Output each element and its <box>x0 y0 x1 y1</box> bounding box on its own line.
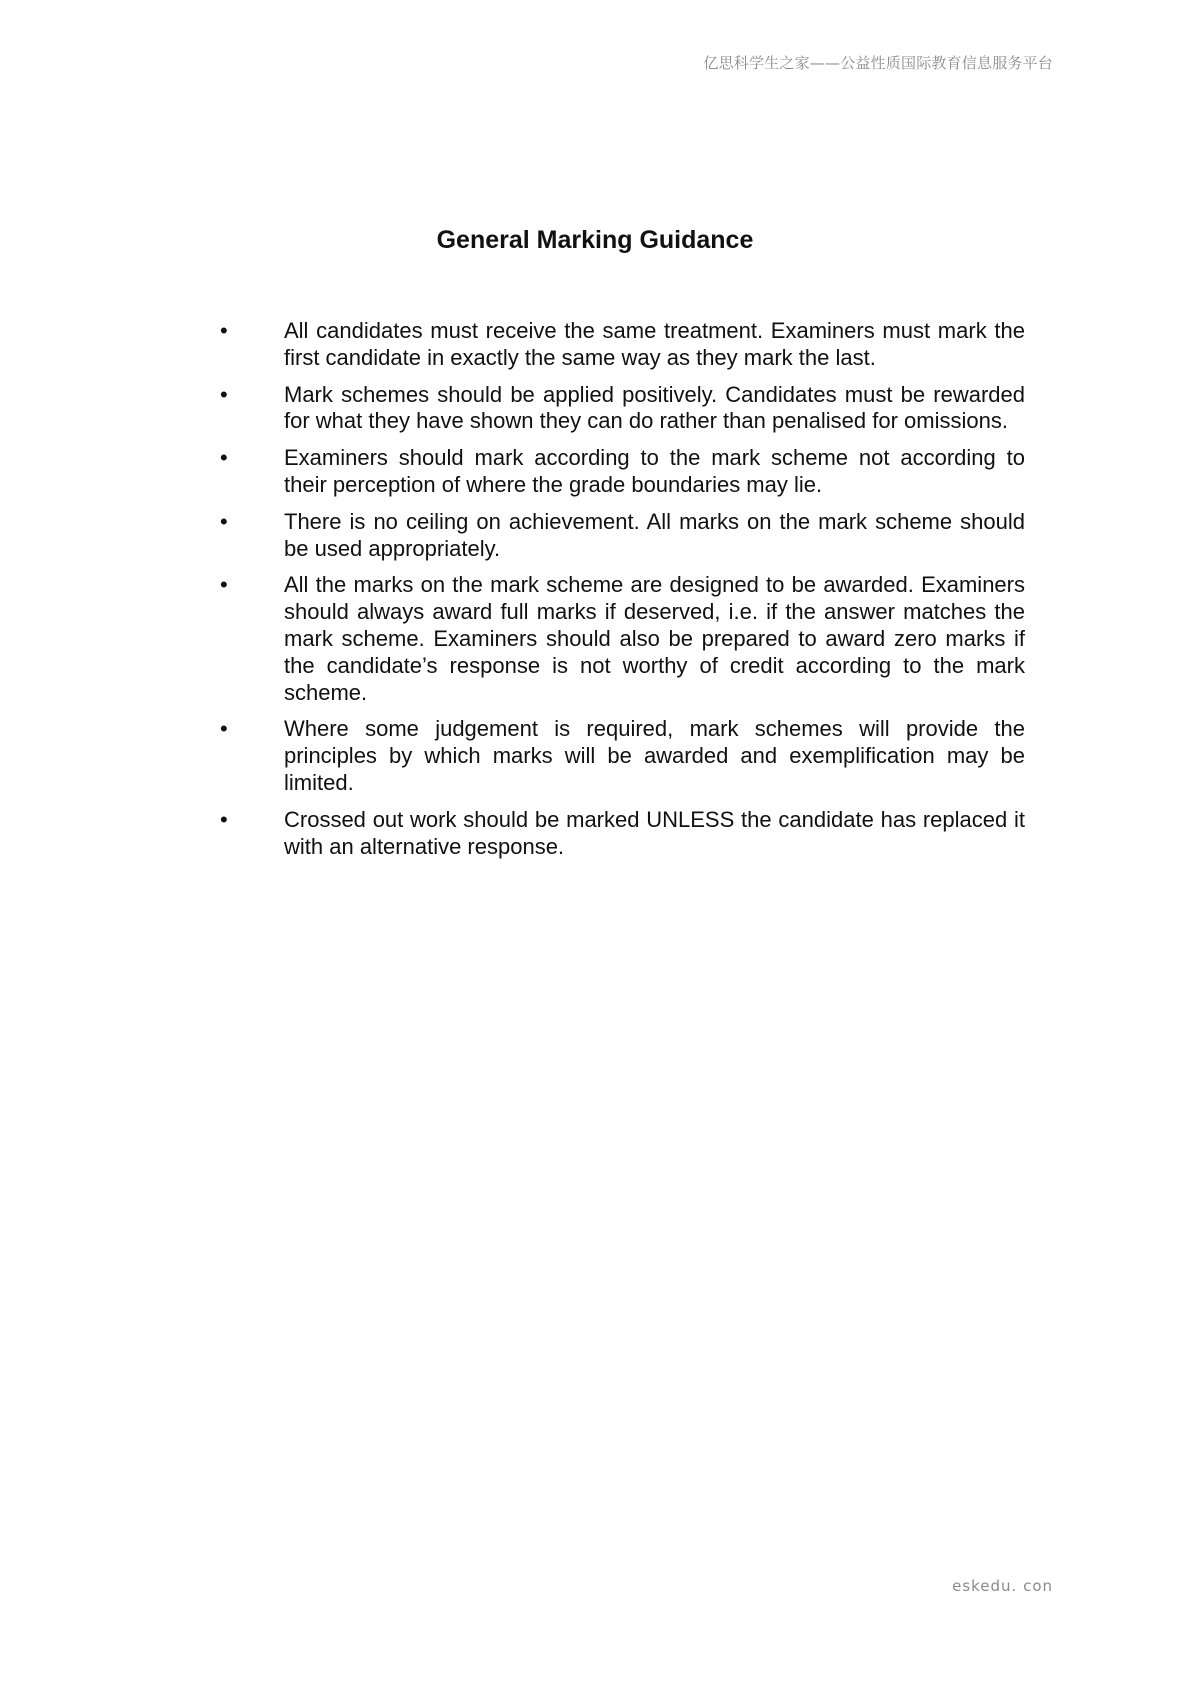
bullet-icon: • <box>220 445 228 471</box>
guidance-item-6 <box>220 716 1025 796</box>
guidance-list <box>220 318 1025 870</box>
bullet-icon: • <box>220 318 228 343</box>
guidance-text: There is no ceiling on achievement. All marks on the mark scheme should be used appropriately. <box>284 508 1025 561</box>
header-watermark-text: 亿思科学生之家——公益性质国际教育信息服务平台 <box>703 54 1053 72</box>
guidance-text: All the marks on the mark scheme are designed to be awarded. Examiners should always award full marks if deserved, i.e. if the answer matches the mark scheme. Examiners should also be prepared to award zero marks if the candidate’s response is not worthy of credit according to the mark scheme. <box>284 572 1025 705</box>
bullet-icon: • <box>220 381 228 407</box>
guidance-text: Mark schemes should be applied positively. Candidates must be rewarded for what they have shown they can do rather than penalised for omissions. <box>284 381 1025 434</box>
guidance-item-2 <box>220 382 1025 436</box>
footer-watermark-text: eskedu. con <box>952 1577 1053 1595</box>
guidance-item-3 <box>220 445 1025 499</box>
bullet-icon: • <box>220 508 228 534</box>
bullet-icon: • <box>220 716 228 742</box>
guidance-item-5 <box>220 572 1025 706</box>
page-title: General Marking Guidance <box>436 226 754 254</box>
guidance-item-7 <box>220 807 1025 861</box>
guidance-text: Examiners should mark according to the mark scheme not according to their perception of where the grade boundaries may lie. <box>284 445 1025 497</box>
guidance-item-4 <box>220 509 1025 563</box>
guidance-text: Where some judgement is required, mark schemes will provide the principles by which marks will be awarded and exemplification may be limited. <box>284 716 1025 795</box>
guidance-text: Crossed out work should be marked UNLESS the candidate has replaced it with an alternative response. <box>284 806 1025 859</box>
bullet-icon: • <box>220 572 228 598</box>
guidance-item-1 <box>220 318 1025 372</box>
bullet-icon: • <box>220 806 228 832</box>
guidance-text: All candidates must receive the same treatment. Examiners must mark the first candidate in exactly the same way as they mark the last. <box>284 318 1025 370</box>
